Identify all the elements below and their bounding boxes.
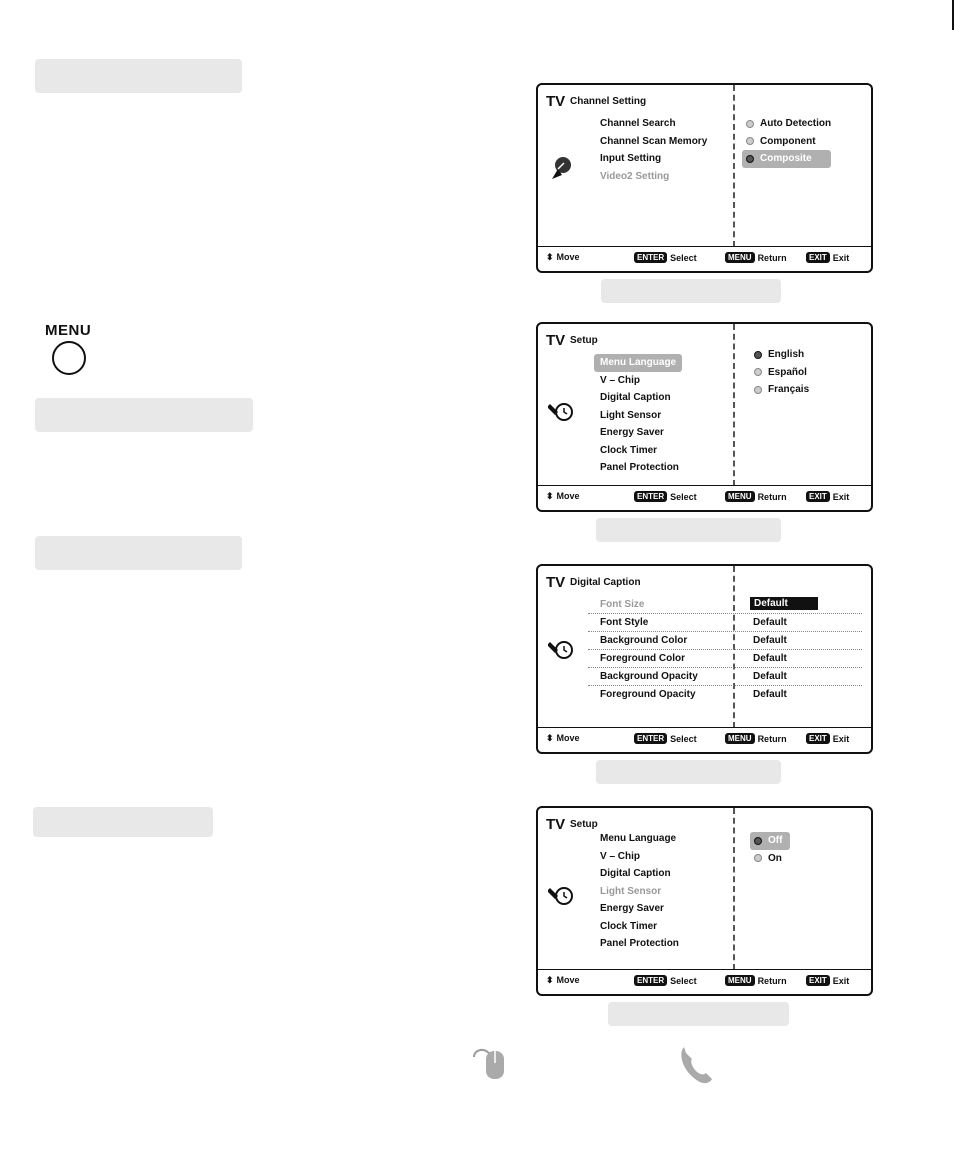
- option-auto-detection[interactable]: [746, 115, 831, 133]
- option-component[interactable]: [746, 133, 831, 151]
- footer-exit-label: Exit: [832, 491, 850, 502]
- enter-key: ENTER: [634, 252, 667, 263]
- exit-key: EXIT: [806, 491, 830, 502]
- option-label: Component: [760, 135, 816, 147]
- menu-item-channel-scan-memory[interactable]: Channel Scan Memory: [600, 135, 708, 147]
- footer-move: [546, 252, 580, 262]
- menu-item-digital-caption[interactable]: Digital Caption: [600, 868, 671, 879]
- menu-item-light-sensor[interactable]: Light Sensor: [600, 409, 662, 421]
- option-label: Composite: [760, 153, 812, 164]
- menu-item-panel-protection[interactable]: Panel Protection: [600, 462, 679, 473]
- footer-select: [634, 252, 697, 263]
- radio-icon: [754, 854, 762, 862]
- footer-exit: [806, 975, 849, 986]
- mouse-icon: [472, 1045, 516, 1085]
- option-list: [746, 115, 831, 168]
- menu-key: MENU: [725, 252, 755, 263]
- radio-icon: [754, 368, 762, 376]
- phone-icon: [676, 1045, 718, 1087]
- footer-move-label: Move: [556, 491, 580, 501]
- tv-screen-channel-setting: [536, 83, 873, 273]
- caption-pill: [596, 518, 781, 542]
- menu-items: [600, 115, 707, 185]
- exit-key: EXIT: [806, 975, 830, 986]
- option-composite[interactable]: [742, 150, 831, 168]
- footer-move: [546, 975, 580, 985]
- footer-move: [546, 491, 580, 501]
- footer-select-label: Select: [670, 252, 697, 263]
- footer-exit: [806, 491, 849, 502]
- footer-return-label: Return: [757, 252, 787, 263]
- menu-item-energy-saver[interactable]: Energy Saver: [600, 903, 664, 914]
- exit-key: EXIT: [806, 252, 830, 263]
- row-value: Default: [753, 671, 787, 682]
- footer-return: [725, 252, 787, 263]
- option-label: English: [768, 349, 805, 360]
- option-espanol[interactable]: [754, 364, 809, 382]
- option-label: Auto Detection: [760, 118, 832, 129]
- menu-item-video2-setting[interactable]: Video2 Setting: [600, 170, 670, 182]
- footer-exit-label: Exit: [832, 733, 850, 744]
- footer-exit: [806, 252, 849, 263]
- menu-item-channel-search[interactable]: Channel Search: [600, 118, 676, 129]
- option-on[interactable]: [754, 850, 790, 868]
- caption-row-font-style[interactable]: [588, 614, 862, 632]
- enter-key: ENTER: [634, 491, 667, 502]
- tv-logo: TV: [546, 93, 566, 110]
- menu-items: [600, 354, 682, 477]
- footer-select: [634, 491, 697, 502]
- menu-remote-button[interactable]: [45, 322, 105, 378]
- caption-pill: [35, 59, 242, 93]
- tv-logo: TV: [546, 574, 566, 591]
- row-label: Foreground Opacity: [600, 689, 696, 700]
- row-label: Font Style: [600, 617, 649, 628]
- menu-button-circle: [52, 341, 86, 375]
- tv-screen-digital-caption: [536, 564, 873, 754]
- footer-select-label: Select: [670, 491, 697, 502]
- footer-return: [725, 975, 787, 986]
- footer-return-label: Return: [757, 491, 787, 502]
- footer-exit-label: Exit: [832, 252, 850, 263]
- caption-row-font-size[interactable]: [588, 596, 862, 614]
- caption-pill: [33, 807, 213, 837]
- option-francais[interactable]: [754, 381, 809, 399]
- radio-icon: [746, 155, 754, 163]
- option-list: [754, 346, 809, 399]
- caption-pill: [608, 1002, 789, 1026]
- radio-icon: [746, 137, 754, 145]
- menu-item-panel-protection[interactable]: Panel Protection: [600, 938, 679, 949]
- footer-return-label: Return: [757, 733, 787, 744]
- menu-item-energy-saver[interactable]: Energy Saver: [600, 427, 664, 438]
- up-down-arrow-icon: ⬍: [546, 974, 554, 985]
- caption-pill: [35, 536, 242, 570]
- wrench-clock-icon: [548, 398, 574, 424]
- option-label: Español: [768, 366, 807, 378]
- up-down-arrow-icon: ⬍: [546, 732, 554, 743]
- screen-footer: [538, 246, 871, 271]
- screen-footer: [538, 969, 871, 994]
- wrench-clock-icon: [548, 636, 574, 662]
- menu-item-menu-language[interactable]: Menu Language: [594, 354, 682, 372]
- row-label: Foreground Color: [600, 653, 685, 664]
- footer-move: [546, 733, 580, 743]
- option-label: Français: [768, 384, 810, 395]
- menu-item-clock-timer[interactable]: Clock Timer: [600, 920, 658, 932]
- menu-item-digital-caption[interactable]: Digital Caption: [600, 392, 671, 403]
- wrench-clock-icon: [548, 882, 574, 908]
- panel-divider: [733, 808, 735, 970]
- menu-item-v-chip[interactable]: V – Chip: [600, 850, 641, 862]
- radio-icon: [754, 837, 762, 845]
- panel-divider: [733, 85, 735, 247]
- row-value: Default: [753, 653, 787, 664]
- option-off[interactable]: [750, 832, 790, 850]
- exit-key: EXIT: [806, 733, 830, 744]
- caption-row-background-opacity[interactable]: [588, 668, 862, 686]
- screen-title: Setup: [570, 819, 598, 830]
- enter-key: ENTER: [634, 733, 667, 744]
- caption-pill: [596, 760, 781, 784]
- option-label: Off: [768, 835, 783, 846]
- row-label: Font Size: [600, 599, 645, 610]
- menu-button-label: MENU: [45, 322, 92, 339]
- caption-row-background-color[interactable]: [588, 632, 862, 650]
- menu-key: MENU: [725, 491, 755, 502]
- option-english[interactable]: [754, 346, 809, 364]
- menu-items: [600, 830, 679, 953]
- screen-footer: [538, 727, 871, 752]
- tv-screen-setup-language: [536, 322, 873, 512]
- radio-icon: [746, 120, 754, 128]
- tv-logo: TV: [546, 332, 566, 349]
- footer-move-label: Move: [556, 975, 580, 985]
- up-down-arrow-icon: ⬍: [546, 251, 554, 262]
- radio-icon: [754, 386, 762, 394]
- row-value: Default: [753, 689, 787, 700]
- menu-item-light-sensor[interactable]: Light Sensor: [600, 885, 662, 897]
- panel-divider: [733, 324, 735, 486]
- satellite-dish-icon: [548, 155, 574, 181]
- footer-select-label: Select: [670, 733, 697, 744]
- footer-return-label: Return: [757, 975, 787, 986]
- caption-pill: [601, 279, 781, 303]
- menu-item-input-setting[interactable]: Input Setting: [600, 153, 662, 164]
- row-label: Background Color: [600, 635, 688, 646]
- footer-return: [725, 733, 787, 744]
- screen-title: Digital Caption: [570, 577, 641, 588]
- row-value: Default: [753, 635, 787, 646]
- up-down-arrow-icon: ⬍: [546, 490, 554, 501]
- row-value[interactable]: Default: [750, 597, 818, 610]
- caption-settings-table: [588, 596, 862, 703]
- tv-screen-setup-light-sensor: [536, 806, 873, 996]
- footer-select: [634, 733, 697, 744]
- footer-exit: [806, 733, 849, 744]
- enter-key: ENTER: [634, 975, 667, 986]
- option-label: On: [768, 852, 782, 864]
- screen-footer: [538, 485, 871, 510]
- footer-return: [725, 491, 787, 502]
- row-value: Default: [753, 617, 787, 628]
- menu-item-v-chip[interactable]: V – Chip: [600, 374, 641, 386]
- caption-row-foreground-opacity[interactable]: [588, 686, 862, 703]
- menu-key: MENU: [725, 733, 755, 744]
- radio-icon: [754, 351, 762, 359]
- footer-exit-label: Exit: [832, 975, 850, 986]
- row-label: Background Opacity: [600, 671, 698, 682]
- footer-move-label: Move: [556, 733, 580, 743]
- menu-key: MENU: [725, 975, 755, 986]
- option-list: [754, 832, 790, 867]
- menu-item-menu-language[interactable]: Menu Language: [600, 833, 677, 844]
- screen-title: Channel Setting: [570, 96, 647, 107]
- footer-move-label: Move: [556, 252, 580, 262]
- footer-select-label: Select: [670, 975, 697, 986]
- menu-item-clock-timer[interactable]: Clock Timer: [600, 444, 658, 456]
- caption-pill: [35, 398, 253, 432]
- screen-title: Setup: [570, 335, 598, 346]
- tv-logo: TV: [546, 816, 566, 833]
- caption-row-foreground-color[interactable]: [588, 650, 862, 668]
- footer-select: [634, 975, 697, 986]
